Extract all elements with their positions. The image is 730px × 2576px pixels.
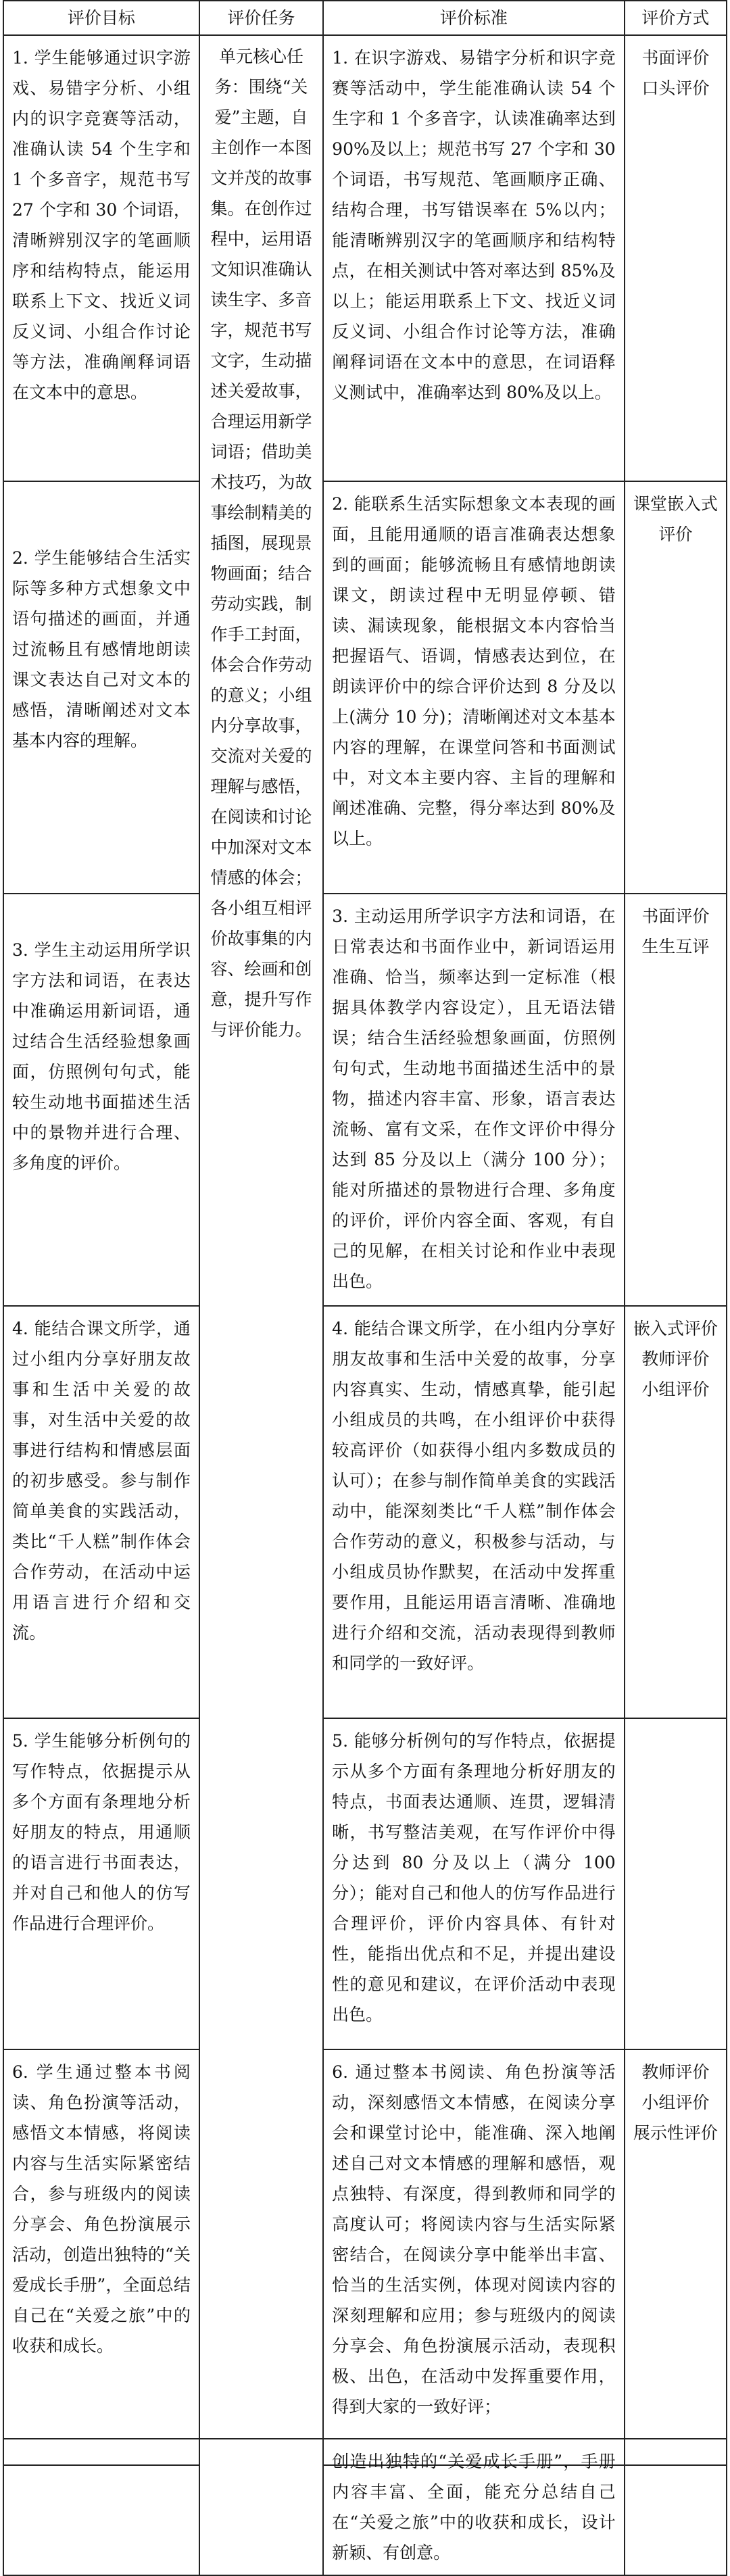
- way-cell: [625, 2049, 727, 2465]
- standard-cell: 5. 能够分析例句的写作特点，依据提示从多个方面有条理地分析好朋友的特点，书面表达通顺、连贯，逻辑清晰，书写整洁美观，在写作评价中得分达到 80 分及以上（满分 100 分）；能对自己和他人的仿写作品进行合理评价，评价内容具体、有针对性，能指出优点和不足，并提出建设性的意见和建议，在评价活动中表现出色。: [323, 1718, 624, 2049]
- goal-cell-empty: [3, 2439, 199, 2575]
- standard-cell: 创造出独特的“关爱成长手册”，手册内容丰富、全面，能充分总结自己在“关爱之旅”中的收获和成长，设计新颖、有创意。: [323, 2439, 624, 2575]
- standard-cell: 2. 能联系生活实际想象文本表现的画面，且能用通顺的语言准确表达想象到的画面；能够流畅且有感情地朗读课文，朗读过程中无明显停顿、错读、漏读现象，能根据文本内容恰当把握语气、语调，情感表达到位，在朗读评价中的综合评价达到 8 分及以上(满分 10 分)；清晰阐述对文本基本内容的理解，在课堂问答和书面测试中，对文本主要内容、主旨的理解和阐述准确、完整，得分率达到 80%及以上。: [323, 481, 624, 894]
- standard-cell: 4. 能结合课文所学，在小组内分享好朋友故事和生活中关爱的故事，分享内容真实、生动，情感真挚，能引起小组成员的共鸣，在小组评价中获得较高评价（如获得小组内多数成员的认可）；在参与制作简单美食的实践活动中，能深刻类比“千人糕”制作体会合作劳动的意义，积极参与活动，与小组成员协作默契，在活动中发挥重要作用，且能运用语言清晰、准确地进行介绍和交流，活动表现得到教师和同学的一致好评。: [323, 1306, 624, 1718]
- header-standard: 评价标准: [323, 1, 624, 35]
- task-cell: [199, 35, 323, 2465]
- way-cell: [625, 894, 727, 1306]
- way-text: 书面评价 生生互评: [641, 906, 710, 956]
- goal-cell: 6. 学生通过整本书阅读、角色扮演等活动，感悟文本情感，将阅读内容与生活实际紧密结合，参与班级内的阅读分享会、角色扮演展示活动，创造出独特的“关爱成长手册”，全面总结自己在“关爱之旅”中的收获和成长。: [3, 2049, 199, 2465]
- table-row: [3, 481, 727, 894]
- header-goal: 评价目标: [3, 1, 199, 35]
- header-way: 评价方式: [625, 1, 727, 35]
- header-task: 评价任务: [199, 1, 323, 35]
- way-cell: [625, 35, 727, 481]
- continuation-table: [3, 2438, 727, 2576]
- table-row: [3, 2439, 727, 2575]
- standard-cell: 1. 在识字游戏、易错字分析和识字竞赛等活动中，学生能准确认读 54 个生字和 1 个多音字，认读准确率达到 90%及以上；规范书写 27 个字和 30 个词语，书写规范、笔画顺序正确、结构合理，书写错误率在 5%以内；能清晰辨别汉字的笔画顺序和结构特点，在相关测试中答对率达到 85%及以上；能运用联系上下文、找近义词反义词、小组合作讨论等方法，准确阐释词语在文本中的意思，在词语释义测试中，准确率达到 80%及以上。: [323, 35, 624, 481]
- task-cell-empty: [199, 2439, 323, 2575]
- header-row: [3, 1, 727, 35]
- way-text: 书面评价 口头评价: [641, 48, 710, 98]
- goal-cell: 1. 学生能够通过识字游戏、易错字分析、小组内的识字竞赛等活动，准确认读 54 个生字和 1 个多音字，规范书写 27 个字和 30 个词语，清晰辨别汉字的笔画顺序和结构特点，能运用联系上下文、找近义词反义词、小组合作讨论等方法，准确阐释词语在文本中的意思。: [3, 35, 199, 481]
- way-cell: [625, 1718, 727, 2049]
- goal-cell: 3. 学生主动运用所学识字方法和词语，在表达中准确运用新词语，通过结合生活经验想象画面，仿照例句句式，能较生动地书面描述生活中的景物并进行合理、多角度的评价。: [3, 894, 199, 1306]
- task-text: 单元核心任务：围绕“关爱”主题，自主创作一本图文并茂的故事集。在创作过程中，运用语文知识准确认读生字、多音字，规范书写文字，生动描述关爱故事，合理运用新学词语；借助美术技巧，为故事绘制精美的插图，展现景物画面；结合劳动实践，制作手工封面，体会合作劳动的意义；小组内分享故事，交流对关爱的理解与感悟，在阅读和讨论中加深对文本情感的体会；各小组互相评价故事集的内容、绘画和创意，提升写作与评价能力。: [210, 47, 312, 1040]
- table-row: [3, 35, 727, 481]
- standard-cell: 3. 主动运用所学识字方法和词语，在日常表达和书面作业中，新词语运用准确、恰当，频率达到一定标准（根据具体教学内容设定），且无语法错误；结合生活经验想象画面，仿照例句句式，生动地书面描述生活中的景物，描述内容丰富、形象，语言表达流畅、富有文采，在作文评价中得分达到 85 分及以上（满分 100 分）；能对所描述的景物进行合理、多角度的评价，评价内容全面、客观，有自己的见解，在相关讨论和作业中表现出色。: [323, 894, 624, 1306]
- standard-cell: 6. 通过整本书阅读、角色扮演等活动，深刻感悟文本情感，在阅读分享会和课堂讨论中，能准确、深入地阐述自己对文本情感的理解和感悟，观点独特、有深度，得到教师和同学的高度认可；将阅读内容与生活实际紧密结合，在阅读分享中能举出丰富、恰当的生活实例，体现对阅读内容的深刻理解和应用；参与班级内的阅读分享会、角色扮演展示活动，表现积极、出色，在活动中发挥重要作用，得到大家的一致好评；: [323, 2049, 624, 2465]
- goal-cell: 2. 学生能够结合生活实际等多种方式想象文中语句描述的画面，并通过流畅且有感情地朗读课文表达自己对文本的感悟，清晰阐述对文本基本内容的理解。: [3, 481, 199, 894]
- way-cell: [625, 1306, 727, 1718]
- table-row: [3, 1306, 727, 1718]
- way-text: 课堂嵌入式评价: [633, 494, 718, 544]
- way-text: 嵌入式评价 教师评价 小组评价: [633, 1319, 718, 1399]
- way-cell: [625, 481, 727, 894]
- goal-cell: 5. 学生能够分析例句的写作特点，依据提示从多个方面有条理地分析好朋友的特点，用通顺的语言进行书面表达，并对自己和他人的仿写作品进行合理评价。: [3, 1718, 199, 2049]
- evaluation-table: [3, 0, 727, 2466]
- way-text: 教师评价 小组评价 展示性评价: [633, 2062, 718, 2143]
- goal-cell: 4. 能结合课文所学，通过小组内分享好朋友故事和生活中关爱的故事，对生活中关爱的故事进行结构和情感层面的初步感受。参与制作简单美食的实践活动，类比“千人糕”制作体会合作劳动，在活动中运用语言进行介绍和交流。: [3, 1306, 199, 1718]
- table-row: [3, 894, 727, 1306]
- table-row: [3, 1718, 727, 2049]
- way-cell-empty: [625, 2439, 727, 2575]
- table-row: [3, 2049, 727, 2465]
